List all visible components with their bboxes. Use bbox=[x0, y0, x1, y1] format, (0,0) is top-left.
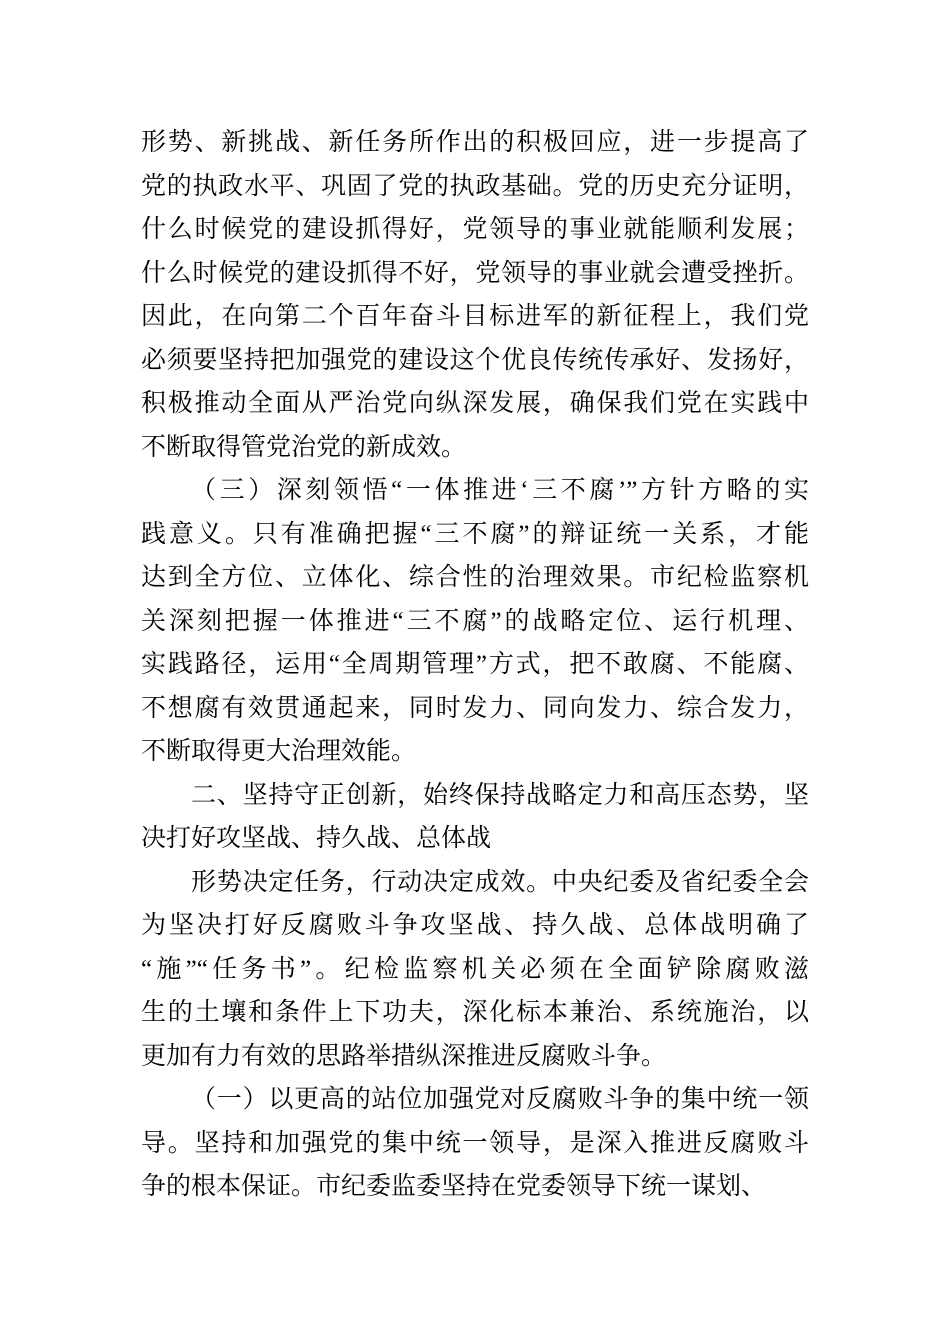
text-line: 争的根本保证。市纪委监委坚持在党委领导下统一谋划、 bbox=[141, 1173, 767, 1200]
text-line: 实践路径，运用“全周期管理”方式，把不敢腐、不能腐、 bbox=[141, 651, 809, 678]
text-line: 形势、新挑战、新任务所作出的积极回应，进一步提高了 bbox=[141, 129, 809, 156]
text-line: （一）以更高的站位加强党对反腐败斗争的集中统一领 bbox=[191, 1086, 809, 1113]
text-line: 更加有力有效的思路举措纵深推进反腐败斗争。 bbox=[141, 1042, 667, 1070]
text-line: 形势决定任务，行动决定成效。中央纪委及省纪委全会 bbox=[191, 868, 809, 896]
text-line: “施”“任务书”。纪检监察机关必须在全面铲除腐败滋 bbox=[141, 955, 809, 983]
text-line: 不想腐有效贯通起来，同时发力、同向发力、综合发力， bbox=[141, 694, 809, 722]
text-line: 因此，在向第二个百年奋斗目标进军的新征程上，我们党 bbox=[141, 303, 809, 330]
text-line: 践意义。只有准确把握“三不腐”的辩证统一关系，才能 bbox=[141, 520, 809, 548]
text-line: 不断取得管党治党的新成效。 bbox=[141, 433, 467, 461]
text-line: 必须要坚持把加强党的建设这个优良传统传承好、发扬好， bbox=[141, 346, 809, 374]
text-line: 导。坚持和加强党的集中统一领导，是深入推进反腐败斗 bbox=[141, 1129, 809, 1157]
text-line: 党的执政水平、巩固了党的执政基础。党的历史充分证明， bbox=[141, 172, 809, 200]
text-line: 积极推动全面从严治党向纵深发展，确保我们党在实践中 bbox=[141, 390, 809, 417]
text-line: 生的土壤和条件上下功夫，深化标本兼治、系统施治，以 bbox=[141, 999, 809, 1026]
text-line: 不断取得更大治理效能。 bbox=[141, 738, 417, 765]
text-line: 达到全方位、立体化、综合性的治理效果。市纪检监察机 bbox=[141, 564, 809, 591]
text-line: 决打好攻坚战、持久战、总体战 bbox=[141, 825, 492, 852]
text-line: 什么时候党的建设抓得好，党领导的事业就能顺利发展； bbox=[141, 216, 809, 243]
document-body bbox=[141, 121, 809, 1209]
text-line: 什么时候党的建设抓得不好，党领导的事业就会遭受挫折。 bbox=[141, 259, 809, 287]
text-line: （三）深刻领悟“一体推进‘三不腐’”方针方略的实 bbox=[191, 477, 809, 504]
text-line: 为坚决打好反腐败斗争攻坚战、持久战、总体战明确了 bbox=[141, 912, 809, 939]
text-line: 关深刻把握一体推进“三不腐”的战略定位、运行机理、 bbox=[141, 607, 809, 635]
text-line: 二、坚持守正创新，始终保持战略定力和高压态势，坚 bbox=[191, 781, 809, 809]
